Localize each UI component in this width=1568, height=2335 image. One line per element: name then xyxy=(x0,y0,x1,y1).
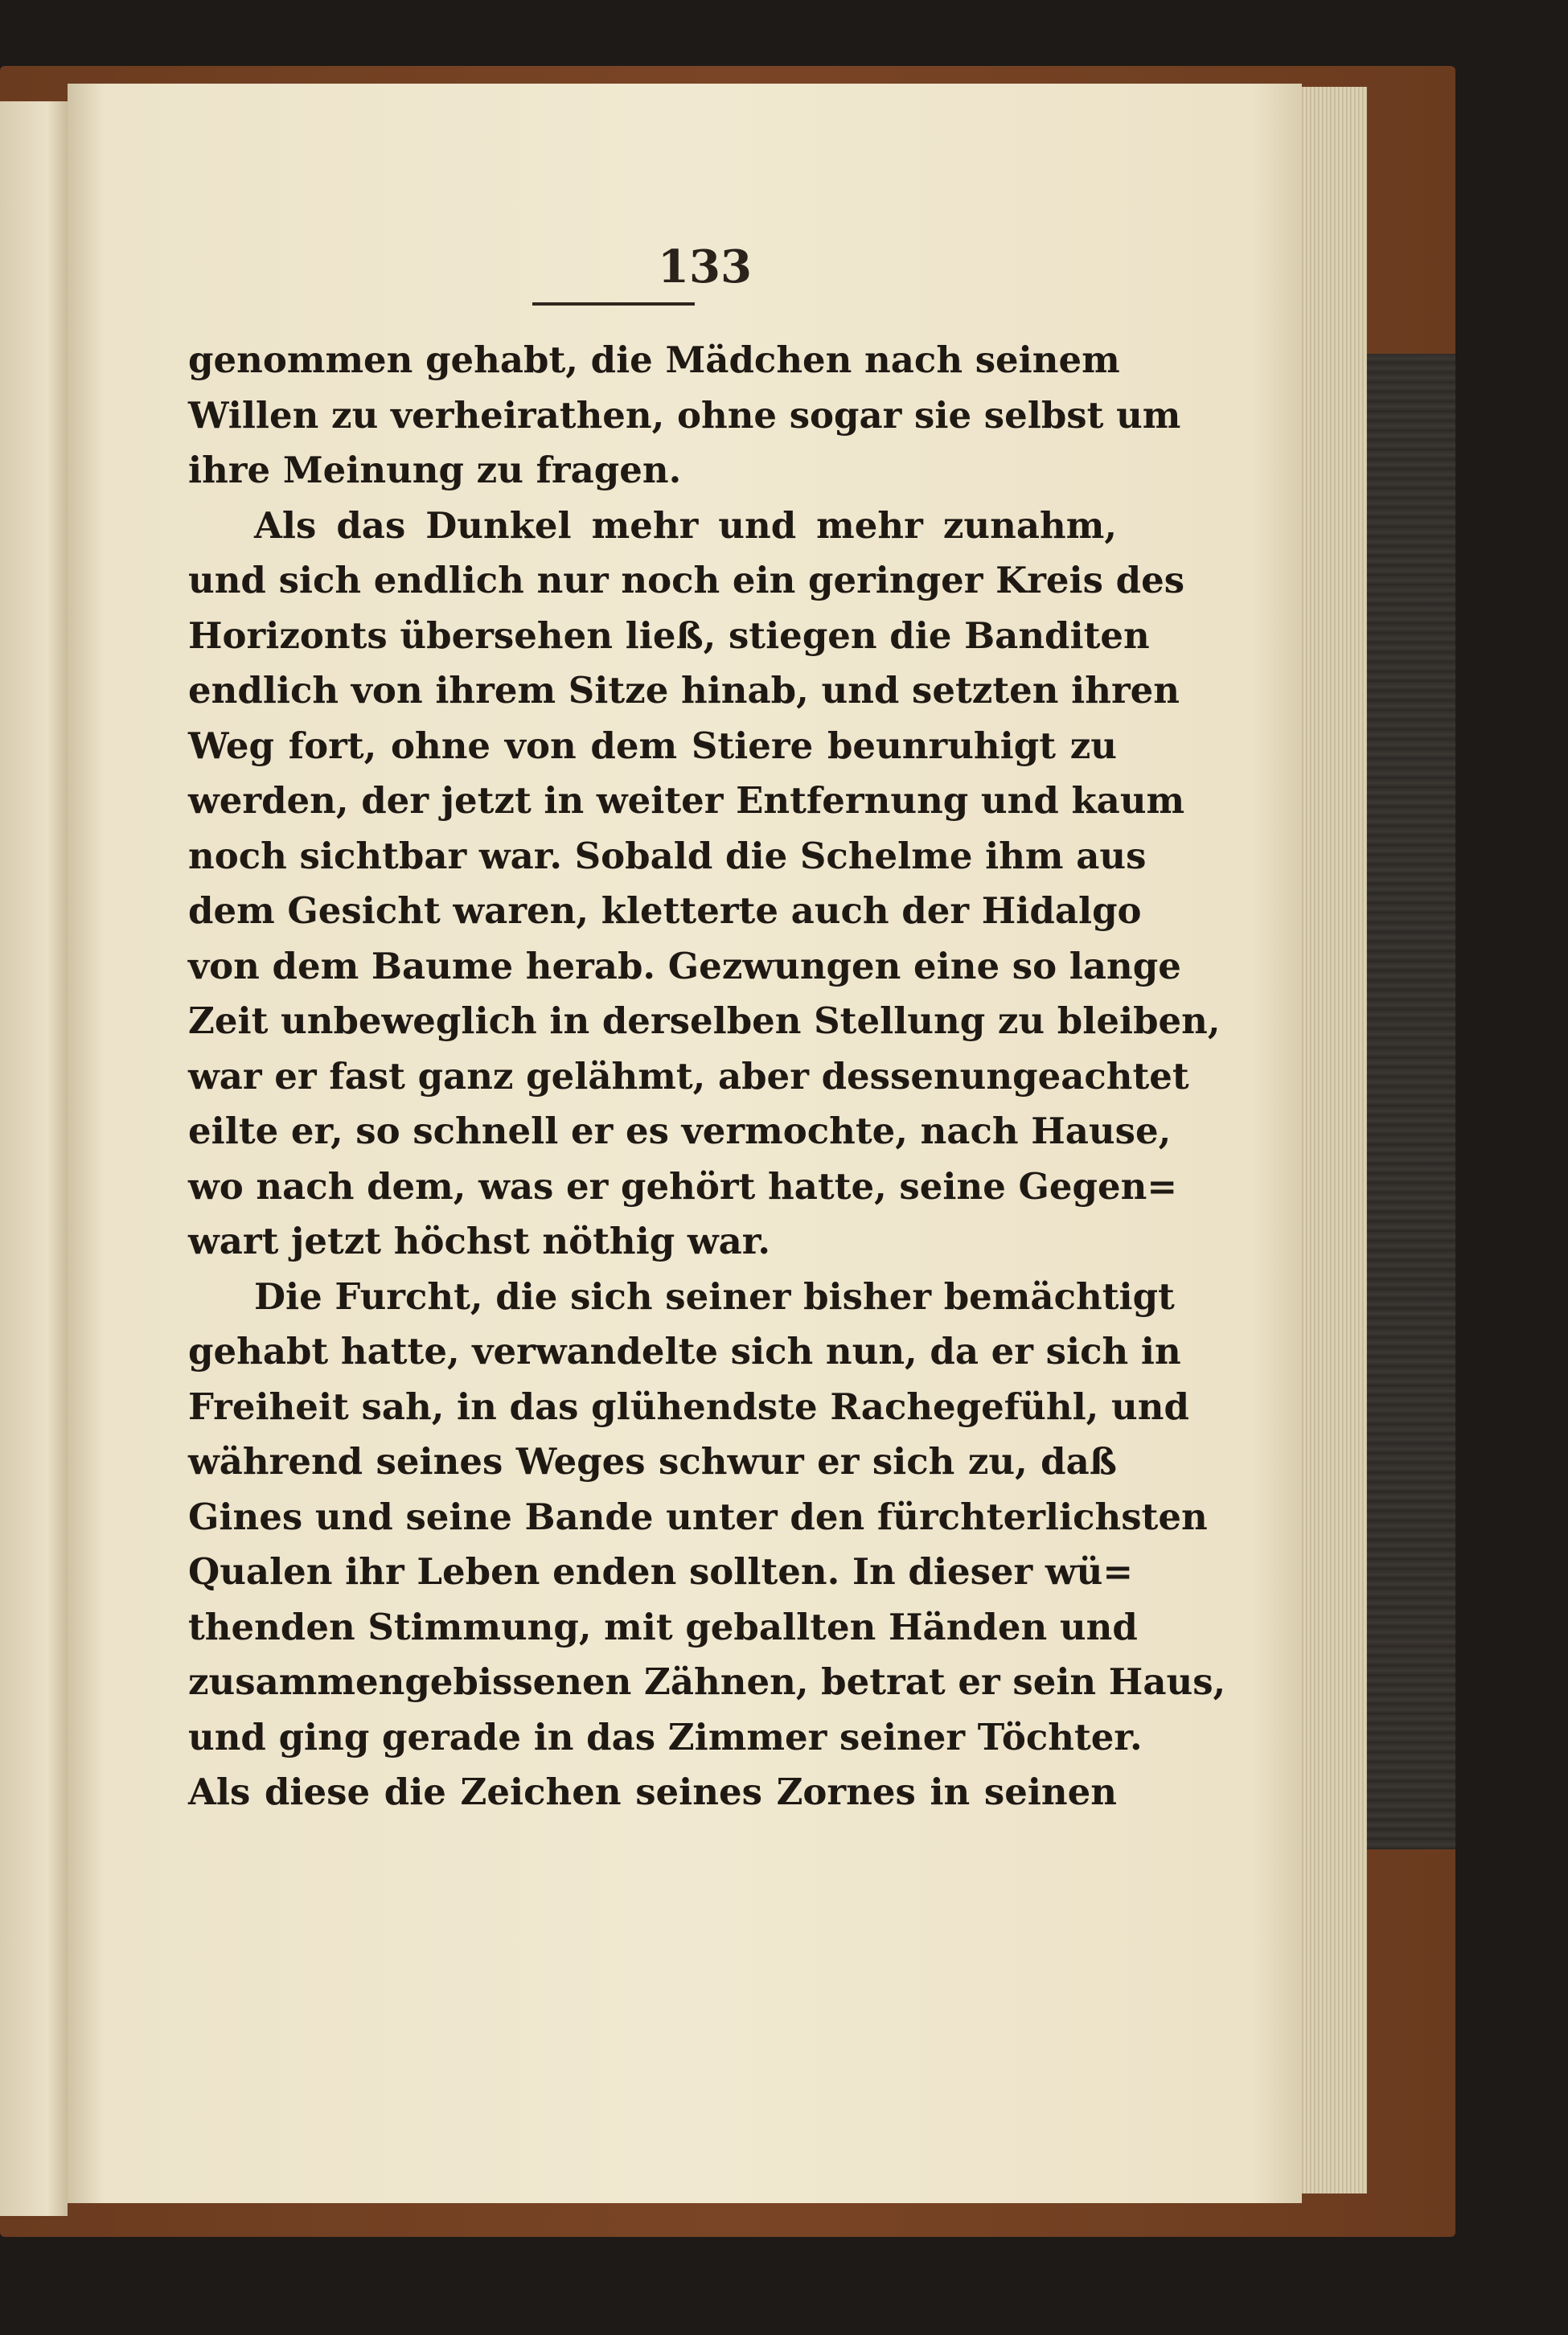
page-edges xyxy=(1299,87,1367,2193)
text-line: Weg fort, ohne von dem Stiere beunruhigt zu xyxy=(188,724,1117,767)
text-line: wo nach dem, was er gehört hatte, seine Gegen= xyxy=(188,1164,1178,1208)
text-line: ihre Meinung zu fragen. xyxy=(188,449,682,491)
text-line: Gines und seine Bande unter den fürchterlichsten xyxy=(188,1495,1208,1538)
text-line: und sich endlich nur noch ein geringer Kreis des xyxy=(188,559,1185,601)
cover-cloth xyxy=(1367,354,1455,1849)
text-line: genommen gehabt, die Mädchen nach seinem xyxy=(188,339,1120,381)
text-line: Die Furcht, die sich seiner bisher bemächtigt xyxy=(254,1274,1175,1318)
text-line: Als diese die Zeichen seines Zornes in seinen xyxy=(188,1771,1117,1813)
header-rule xyxy=(532,302,695,306)
text-line: während seines Weges schwur er sich zu, daß xyxy=(188,1440,1117,1483)
page-number: 133 xyxy=(658,240,752,293)
text-line: von dem Baume herab. Gezwungen eine so lange xyxy=(188,944,1181,987)
text-line: Als das Dunkel mehr und mehr zunahm, xyxy=(254,503,1117,547)
text-line: zusammengebissenen Zähnen, betrat er sein Haus, xyxy=(188,1660,1226,1703)
text-line: thenden Stimmung, mit geballten Händen und xyxy=(188,1605,1138,1648)
left-page-edge xyxy=(0,101,68,2216)
text-line: wart jetzt höchst nöthig war. xyxy=(188,1220,770,1262)
text-line: gehabt hatte, verwandelte sich nun, da er sich in xyxy=(188,1330,1181,1373)
text-line: Zeit unbeweglich in derselben Stellung zu bleiben, xyxy=(188,999,1221,1042)
body-text xyxy=(188,333,1226,1820)
text-line: Horizonts übersehen ließ, stiegen die Banditen xyxy=(188,614,1150,657)
text-line: noch sichtbar war. Sobald die Schelme ihm aus xyxy=(188,834,1147,877)
text-line: und ging gerade in das Zimmer seiner Töchter. xyxy=(188,1715,1143,1758)
book-page xyxy=(68,84,1302,2203)
text-line: Freiheit sah, in das glühendste Rachegefühl, und xyxy=(188,1385,1189,1428)
text-line: Qualen ihr Leben enden sollten. In dieser wü= xyxy=(188,1550,1134,1593)
text-line: endlich von ihrem Sitze hinab, und setzten ihren xyxy=(188,669,1180,712)
text-line: Willen zu verheirathen, ohne sogar sie selbst um xyxy=(188,393,1181,437)
text-line: dem Gesicht waren, kletterte auch der Hidalgo xyxy=(188,889,1142,932)
text-line: werden, der jetzt in weiter Entfernung und kaum xyxy=(188,779,1185,822)
text-line: eilte er, so schnell er es vermochte, nach Hause, xyxy=(188,1110,1172,1152)
text-line: war er fast ganz gelähmt, aber dessenungeachtet xyxy=(188,1054,1189,1098)
